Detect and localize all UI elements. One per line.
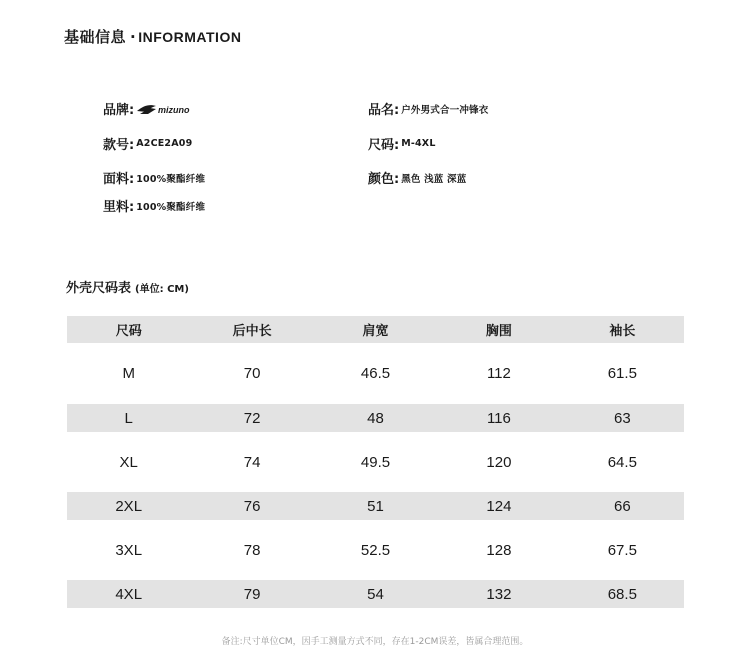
color-row xyxy=(368,168,466,187)
table-cell: 63 xyxy=(613,409,631,427)
size-table-title xyxy=(66,277,189,296)
table-cell: 46.5 xyxy=(360,365,391,382)
size-range-value: M-4XL xyxy=(401,138,436,149)
table-cell: 4XL xyxy=(115,585,143,603)
size-table xyxy=(67,316,684,608)
size-range-label: 尺码: xyxy=(368,138,400,153)
header-chest: 胸围 xyxy=(485,324,512,339)
table-cell: 70 xyxy=(243,365,261,382)
mizuno-logo xyxy=(136,102,206,116)
code-label: 款号: xyxy=(103,138,135,153)
name-value: 户外男式合一冲锋衣 xyxy=(401,104,489,116)
table-cell: 78 xyxy=(243,541,261,559)
table-cell: 132 xyxy=(486,585,512,603)
table-cell: M xyxy=(122,365,135,382)
table-cell: 64.5 xyxy=(607,453,637,471)
table-cell: 76 xyxy=(243,497,261,515)
lining-label: 里料: xyxy=(103,200,135,215)
table-row xyxy=(67,520,684,580)
title-separator: · xyxy=(130,28,137,46)
title-cn: 基础信息 xyxy=(64,28,127,46)
footnote: 备注:尺寸单位CM，因手工测量方式不同，存在1-2CM误差，皆属合理范围。 xyxy=(221,637,529,647)
table-cell: 51 xyxy=(367,497,384,515)
table-cell: 66 xyxy=(613,497,631,515)
table-cell: 120 xyxy=(486,453,512,471)
table-cell: 54 xyxy=(367,585,384,603)
table-row xyxy=(67,492,684,520)
table-cell: 79 xyxy=(243,585,261,603)
fabric-row xyxy=(103,168,205,187)
header-size: 尺码 xyxy=(115,324,142,339)
table-cell: L xyxy=(124,409,133,427)
lining-value: 100%聚酯纤维 xyxy=(136,201,206,213)
code-value: A2CE2A09 xyxy=(136,138,193,149)
table-header-row xyxy=(67,316,684,343)
table-cell: 67.5 xyxy=(607,541,637,559)
table-cell: 124 xyxy=(486,497,512,515)
table-cell: XL xyxy=(119,453,138,471)
table-cell: 74 xyxy=(243,453,261,471)
header-sleeve: 袖长 xyxy=(609,324,636,339)
size-table-title-text: 外壳尺码表 xyxy=(66,281,132,296)
table-cell: 49.5 xyxy=(360,453,391,471)
table-cell: 48 xyxy=(367,409,384,427)
color-label: 颜色: xyxy=(368,172,400,187)
table-row xyxy=(67,343,684,404)
lining-row xyxy=(103,196,205,215)
table-cell: 128 xyxy=(486,541,512,559)
table-cell: 61.5 xyxy=(607,365,637,382)
table-cell: 68.5 xyxy=(607,585,637,603)
fabric-value: 100%聚酯纤维 xyxy=(136,173,206,185)
header-back-length: 后中长 xyxy=(232,324,272,339)
brand-row xyxy=(103,99,206,118)
size-table-unit: (单位: CM) xyxy=(135,284,189,295)
fabric-label: 面料: xyxy=(103,172,135,187)
brand-label: 品牌: xyxy=(103,103,135,118)
code-row xyxy=(103,134,192,153)
color-value: 黑色 浅蓝 深蓝 xyxy=(401,173,467,185)
table-cell: 2XL xyxy=(115,497,143,515)
header-shoulder: 肩宽 xyxy=(362,324,389,339)
table-cell: 52.5 xyxy=(360,541,391,559)
table-cell: 72 xyxy=(243,409,261,427)
size-range-row xyxy=(368,134,436,153)
table-cell: 116 xyxy=(486,409,511,427)
table-row xyxy=(67,404,684,432)
table-row xyxy=(67,580,684,608)
name-label: 品名: xyxy=(368,103,400,118)
svg-text:mizuno: mizuno xyxy=(158,104,190,115)
name-row xyxy=(368,99,489,118)
section-title xyxy=(64,26,241,47)
table-cell: 112 xyxy=(486,365,511,382)
table-cell: 3XL xyxy=(115,541,143,559)
title-en: INFORMATION xyxy=(138,29,242,45)
table-row xyxy=(67,432,684,492)
